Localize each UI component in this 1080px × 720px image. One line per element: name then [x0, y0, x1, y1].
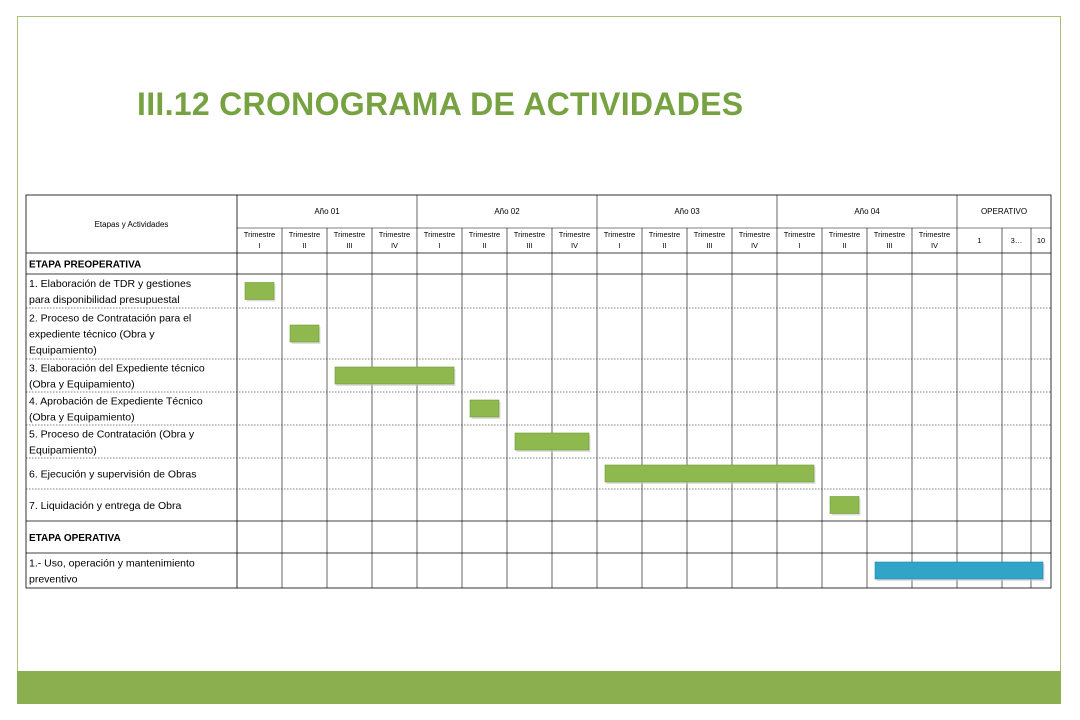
period-label: Trimestre — [468, 230, 501, 239]
header-label: Etapas y Actividades — [94, 220, 169, 229]
period-label: Trimestre — [873, 230, 906, 239]
period-numeral: IV — [570, 241, 579, 250]
activity-label: (Obra y Equipamiento) — [29, 378, 135, 391]
period-numeral: III — [886, 241, 893, 250]
year-label: Año 03 — [674, 207, 700, 216]
activity-label: para disponibilidad presupuestal — [29, 294, 180, 306]
period-numeral: III — [346, 241, 353, 250]
period-label: Trimestre — [378, 230, 411, 239]
period-numeral: III — [526, 241, 533, 250]
period-numeral: II — [302, 241, 307, 250]
period-numeral: I — [438, 241, 441, 250]
activity-label: 7. Liquidación y entrega de Obra — [29, 500, 182, 512]
activity-label: expediente técnico (Obra y — [29, 328, 155, 341]
period-label: Trimestre — [603, 230, 636, 239]
period-numeral: I — [798, 241, 801, 250]
period-label: Trimestre — [423, 230, 456, 239]
activity-label: 4. Aprobación de Expediente Técnico — [29, 395, 203, 408]
period-label: Trimestre — [243, 230, 276, 239]
period-label: Trimestre — [828, 230, 861, 239]
period-label: Trimestre — [693, 230, 726, 239]
activity-label: Equipamiento) — [29, 344, 97, 357]
period-numeral: II — [482, 241, 487, 250]
table-border — [26, 195, 1051, 588]
page-title: III.12 CRONOGRAMA DE ACTIVIDADES — [137, 86, 744, 122]
activity-label: 2. Proceso de Contratación para el — [29, 312, 192, 325]
period-label: Trimestre — [738, 230, 771, 239]
period-label: 10 — [1036, 236, 1046, 245]
period-numeral: I — [618, 241, 621, 250]
year-label: OPERATIVO — [980, 207, 1028, 216]
gantt-bar — [245, 283, 274, 300]
period-numeral: IV — [750, 241, 759, 250]
period-numeral: I — [258, 241, 261, 250]
gantt-bar — [830, 497, 859, 514]
period-label: Trimestre — [918, 230, 951, 239]
activity-label: 1. Elaboración de TDR y gestiones — [29, 278, 192, 290]
year-label: Año 01 — [314, 207, 340, 216]
activity-label: 1.- Uso, operación y mantenimiento — [29, 557, 195, 570]
activity-label: 5. Proceso de Contratación (Obra y — [29, 428, 195, 441]
year-label: Año 02 — [494, 207, 520, 216]
period-label: Trimestre — [513, 230, 546, 239]
period-label: 1 — [977, 236, 982, 245]
period-numeral: II — [662, 241, 667, 250]
activity-label: preventivo — [29, 573, 78, 586]
period-label: Trimestre — [288, 230, 321, 239]
period-numeral: IV — [390, 241, 399, 250]
activity-label: 6. Ejecución y supervisión de Obras — [29, 468, 197, 481]
gantt-bar — [470, 400, 499, 417]
period-numeral: III — [706, 241, 713, 250]
activity-label: (Obra y Equipamiento) — [29, 411, 135, 424]
period-label: Trimestre — [783, 230, 816, 239]
activity-label: Equipamiento) — [29, 444, 97, 457]
gantt-bar — [605, 465, 814, 482]
gantt-bar — [335, 367, 454, 384]
period-label: Trimestre — [648, 230, 681, 239]
period-numeral: IV — [930, 241, 939, 250]
period-numeral: II — [842, 241, 847, 250]
schedule-grid — [26, 195, 1051, 588]
period-label: 3… — [1010, 236, 1023, 245]
period-label: Trimestre — [558, 230, 591, 239]
activity-label: 3. Elaboración del Expediente técnico — [29, 362, 205, 375]
gantt-bar — [515, 433, 589, 450]
stage-label: ETAPA OPERATIVA — [29, 533, 121, 544]
gantt-bar — [290, 325, 319, 342]
gantt-bar — [875, 562, 1043, 579]
stage-label: ETAPA PREOPERATIVA — [29, 259, 142, 271]
year-label: Año 04 — [854, 207, 880, 216]
period-label: Trimestre — [333, 230, 366, 239]
